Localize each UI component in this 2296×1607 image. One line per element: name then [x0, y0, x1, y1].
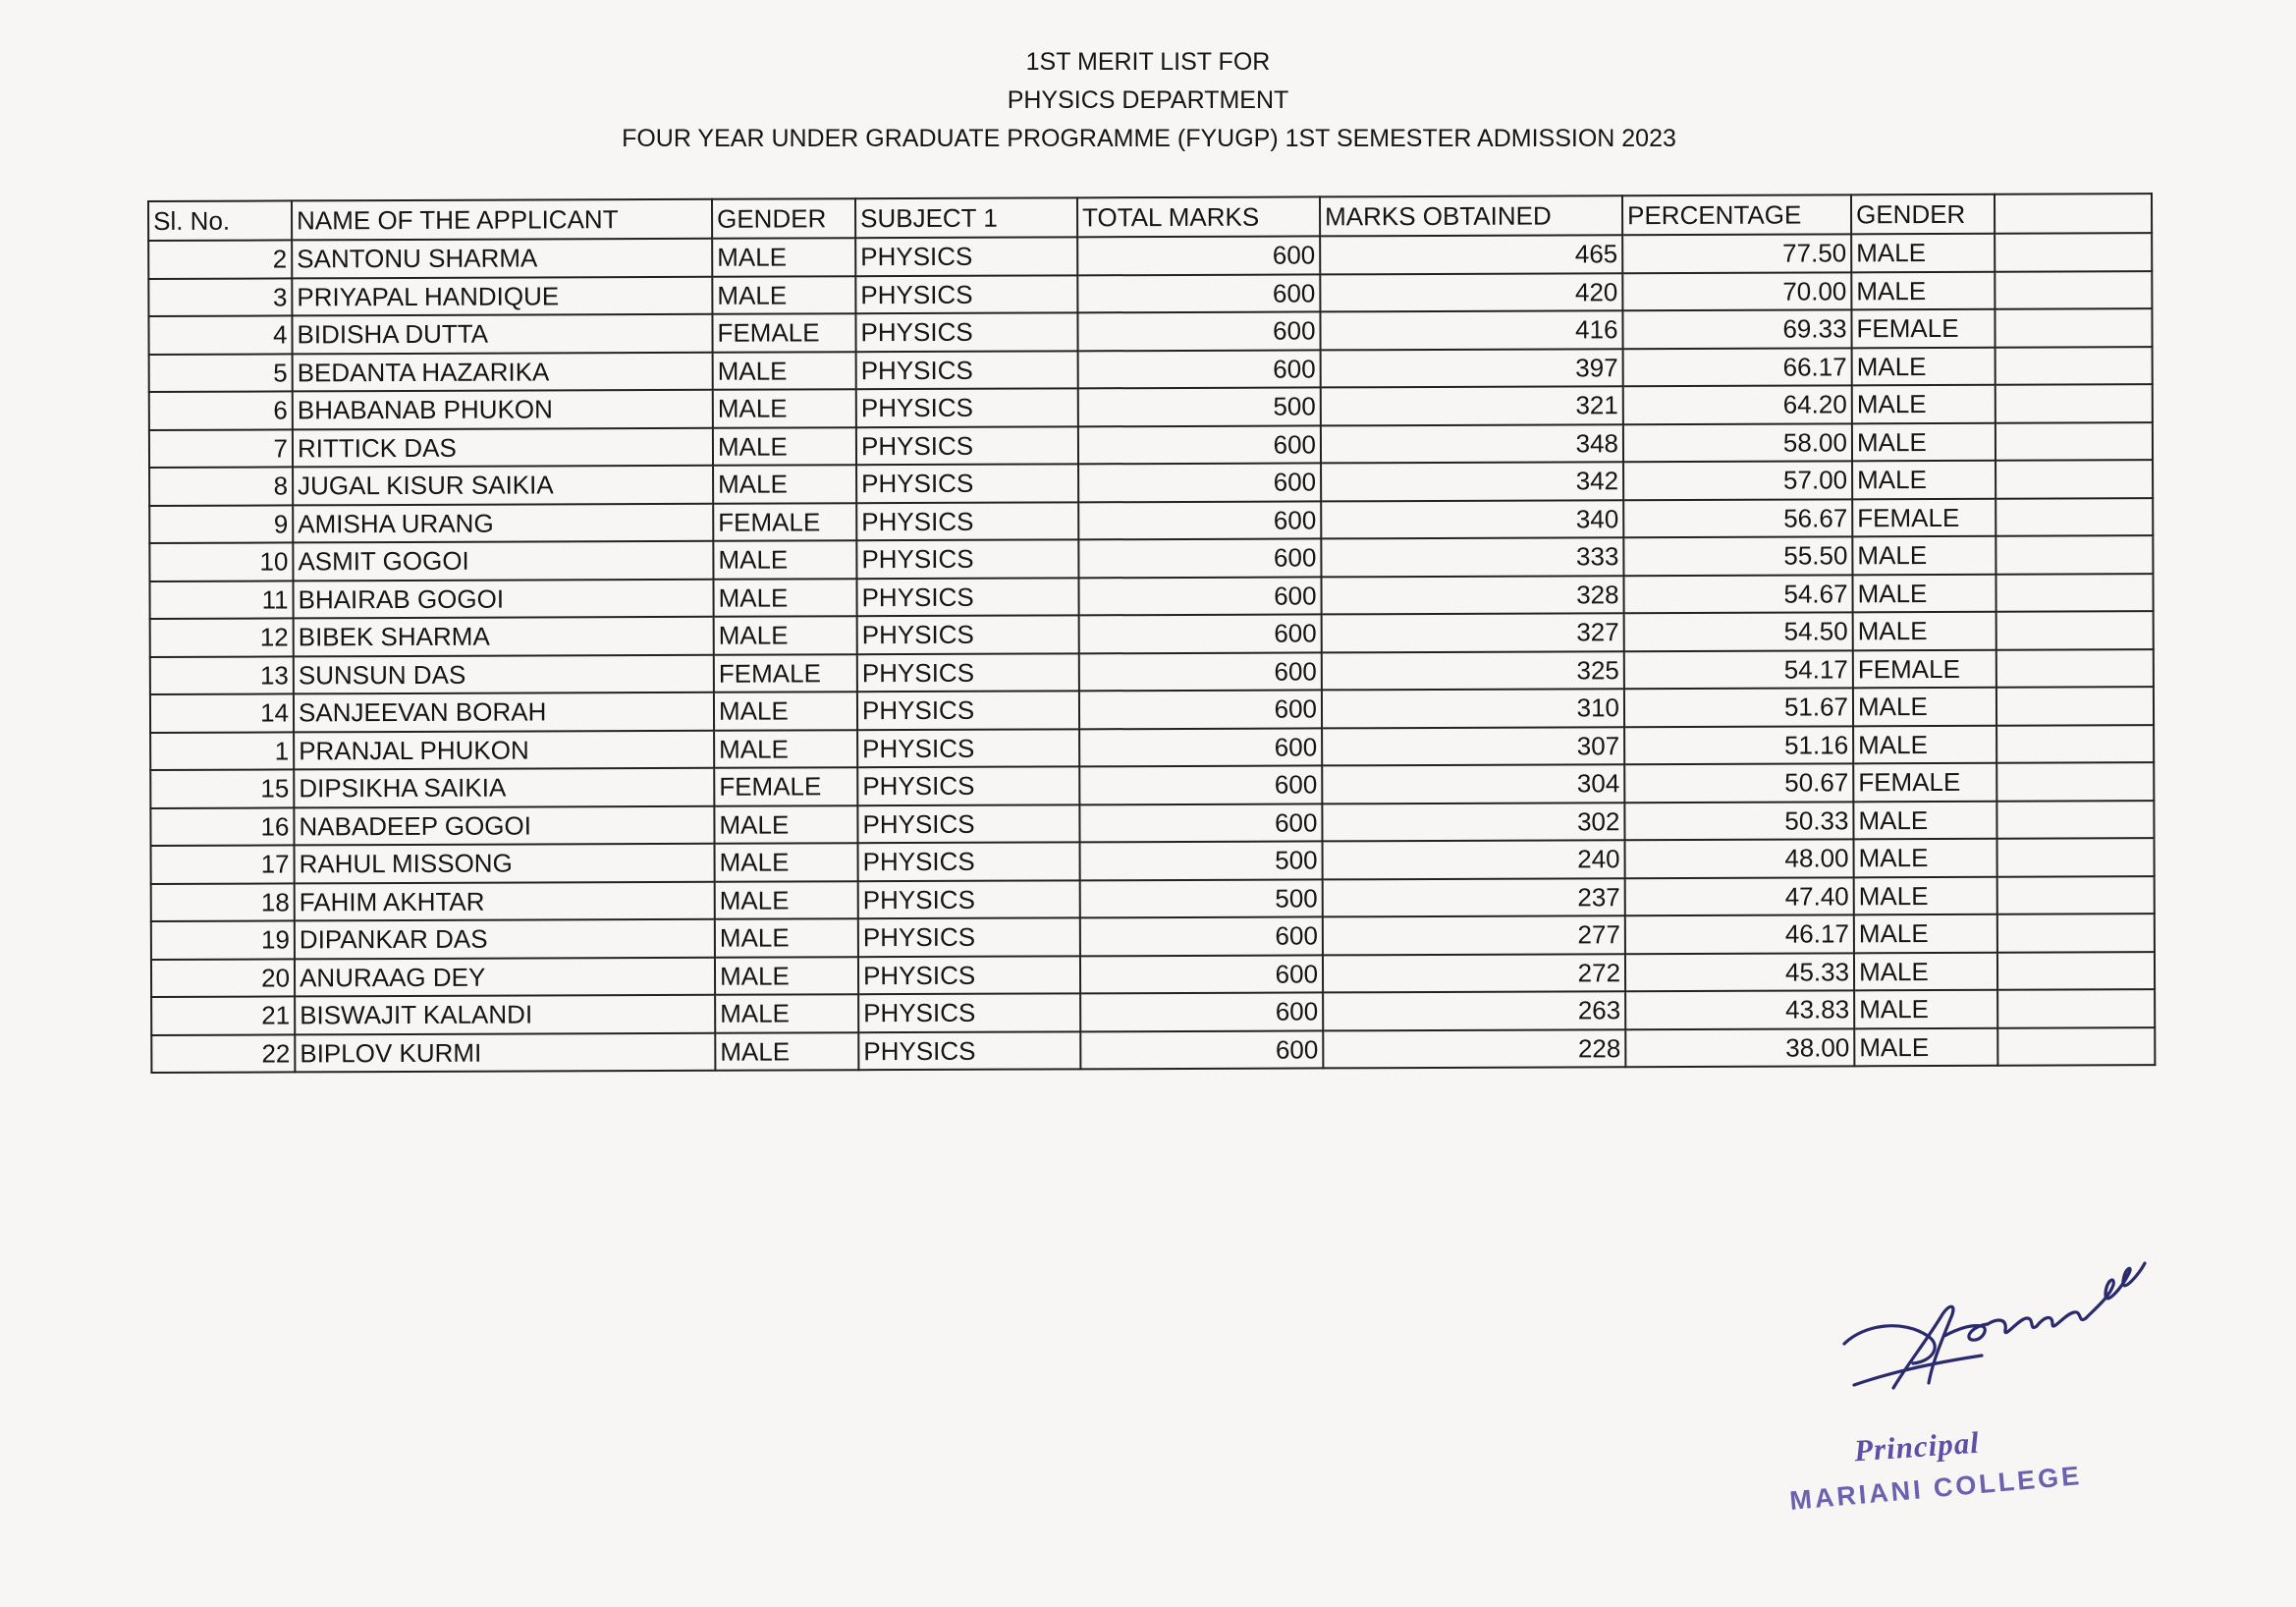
cell-subject-1: PHYSICS: [857, 766, 1079, 804]
cell-gender: FEMALE: [714, 654, 857, 693]
cell-blank: [1997, 1027, 2155, 1066]
cell-gender: MALE: [713, 540, 856, 579]
cell-total-marks: 600: [1080, 955, 1323, 993]
cell-percentage: 66.17: [1623, 348, 1852, 386]
cell-sl-no: 19: [151, 920, 295, 959]
cell-percentage: 56.67: [1623, 499, 1852, 537]
cell-blank: [1995, 460, 2153, 498]
cell-total-marks: 500: [1080, 879, 1323, 917]
heading-line-2: PHYSICS DEPARTMENT: [1007, 86, 1289, 114]
cell-applicant-name: RAHUL MISSONG: [295, 844, 715, 883]
principal-signature-icon: [1834, 1246, 2188, 1393]
cell-applicant-name: BIBEK SHARMA: [294, 617, 714, 656]
cell-gender-2: MALE: [1851, 271, 1995, 309]
cell-percentage: 57.00: [1623, 461, 1852, 499]
cell-subject-1: PHYSICS: [856, 464, 1078, 502]
cell-percentage: 58.00: [1623, 423, 1852, 462]
cell-subject-1: PHYSICS: [856, 351, 1078, 389]
cell-total-marks: 600: [1078, 425, 1321, 464]
cell-percentage: 70.00: [1622, 272, 1851, 310]
cell-gender-2: MALE: [1851, 234, 1995, 272]
cell-applicant-name: FAHIM AKHTAR: [295, 881, 715, 920]
cell-gender-2: MALE: [1854, 952, 1997, 990]
cell-gender: MALE: [713, 352, 856, 390]
cell-sl-no: 1: [150, 732, 294, 770]
cell-subject-1: PHYSICS: [855, 237, 1077, 275]
cell-percentage: 50.33: [1624, 802, 1853, 840]
cell-total-marks: 600: [1077, 311, 1320, 350]
cell-total-marks: 600: [1079, 765, 1322, 804]
cell-total-marks: 600: [1078, 501, 1321, 539]
cell-applicant-name: ASMIT GOGOI: [293, 541, 713, 581]
cell-sl-no: 10: [149, 542, 293, 581]
cell-total-marks: 600: [1077, 236, 1320, 274]
cell-marks-obtained: 228: [1323, 1029, 1625, 1069]
cell-sl-no: 2: [148, 240, 292, 278]
cell-gender-2: MALE: [1853, 725, 1996, 763]
cell-blank: [1997, 952, 2155, 990]
cell-gender-2: MALE: [1854, 1027, 1997, 1066]
cell-applicant-name: BIPLOV KURMI: [295, 1032, 715, 1072]
header-gender: GENDER: [712, 198, 855, 239]
cell-gender-2: MALE: [1854, 876, 1997, 914]
cell-percentage: 45.33: [1625, 953, 1854, 991]
cell-gender: MALE: [712, 238, 855, 276]
cell-marks-obtained: 307: [1322, 727, 1624, 766]
cell-marks-obtained: 302: [1322, 803, 1624, 842]
cell-total-marks: 500: [1078, 387, 1321, 425]
cell-gender-2: MALE: [1852, 574, 1995, 612]
cell-subject-1: PHYSICS: [858, 956, 1080, 994]
cell-applicant-name: BIDISHA DUTTA: [292, 314, 712, 354]
cell-blank: [1996, 801, 2154, 839]
cell-applicant-name: JUGAL KISUR SAIKIA: [293, 466, 713, 505]
cell-percentage: 54.17: [1624, 650, 1853, 689]
cell-percentage: 38.00: [1625, 1028, 1854, 1067]
cell-marks-obtained: 340: [1321, 500, 1623, 539]
cell-subject-1: PHYSICS: [856, 426, 1078, 465]
cell-percentage: 43.83: [1625, 990, 1854, 1028]
cell-percentage: 69.33: [1622, 309, 1851, 348]
cell-gender: MALE: [714, 730, 857, 768]
cell-applicant-name: BHABANAB PHUKON: [293, 390, 713, 429]
cell-marks-obtained: 420: [1320, 273, 1622, 312]
cell-gender-2: MALE: [1852, 385, 1995, 423]
cell-percentage: 50.67: [1624, 763, 1853, 802]
cell-marks-obtained: 277: [1323, 915, 1625, 955]
cell-marks-obtained: 304: [1322, 764, 1624, 804]
cell-blank: [1996, 762, 2154, 801]
cell-gender-2: MALE: [1852, 422, 1995, 461]
cell-marks-obtained: 325: [1322, 651, 1624, 691]
cell-subject-1: PHYSICS: [856, 578, 1078, 616]
cell-gender: FEMALE: [712, 313, 855, 352]
cell-subject-1: PHYSICS: [857, 653, 1079, 692]
cell-applicant-name: PRIYAPAL HANDIQUE: [292, 276, 712, 315]
cell-percentage: 51.67: [1624, 688, 1853, 726]
header-blank: [1995, 194, 2152, 234]
cell-subject-1: PHYSICS: [858, 842, 1080, 880]
cell-blank: [1995, 535, 2153, 574]
cell-subject-1: PHYSICS: [858, 917, 1080, 956]
cell-applicant-name: NABADEEP GOGOI: [294, 805, 714, 845]
cell-subject-1: PHYSICS: [857, 615, 1079, 653]
cell-blank: [1996, 725, 2154, 763]
cell-subject-1: PHYSICS: [856, 539, 1078, 578]
cell-blank: [1995, 308, 2152, 347]
table-row: [151, 1027, 2155, 1073]
cell-subject-1: PHYSICS: [855, 312, 1077, 351]
cell-total-marks: 600: [1078, 463, 1321, 501]
header-marks-obtained: MARKS OBTAINED: [1320, 195, 1622, 236]
cell-gender-2: MALE: [1852, 461, 1995, 499]
cell-total-marks: 600: [1080, 1030, 1323, 1069]
cell-gender-2: MALE: [1852, 347, 1995, 385]
cell-marks-obtained: 237: [1323, 878, 1625, 917]
cell-percentage: 54.67: [1623, 575, 1852, 613]
cell-marks-obtained: 327: [1322, 613, 1624, 652]
cell-subject-1: PHYSICS: [855, 275, 1077, 313]
cell-blank: [1995, 347, 2153, 385]
cell-subject-1: PHYSICS: [857, 804, 1079, 843]
cell-blank: [1995, 271, 2152, 309]
cell-subject-1: PHYSICS: [857, 691, 1079, 729]
cell-gender: MALE: [715, 1032, 858, 1071]
document-heading: [0, 43, 2296, 158]
cell-gender-2: FEMALE: [1852, 498, 1995, 536]
cell-blank: [1997, 876, 2155, 914]
cell-blank: [1995, 233, 2152, 271]
cell-gender-2: MALE: [1854, 914, 1997, 953]
cell-applicant-name: BISWAJIT KALANDI: [295, 995, 715, 1034]
cell-percentage: 77.50: [1622, 234, 1851, 272]
cell-gender: MALE: [715, 957, 858, 995]
cell-gender: MALE: [714, 805, 857, 844]
cell-marks-obtained: 465: [1320, 235, 1622, 274]
cell-blank: [1997, 989, 2155, 1027]
cell-gender-2: MALE: [1853, 612, 1996, 650]
cell-marks-obtained: 240: [1323, 840, 1625, 879]
cell-gender: FEMALE: [713, 503, 856, 541]
stamp-title: Principal: [1852, 1424, 1981, 1468]
cell-marks-obtained: 342: [1321, 462, 1623, 501]
cell-marks-obtained: 272: [1323, 954, 1625, 993]
cell-applicant-name: RITTICK DAS: [293, 427, 713, 467]
cell-marks-obtained: 328: [1321, 576, 1623, 615]
cell-sl-no: 18: [151, 883, 295, 921]
cell-sl-no: 17: [151, 845, 295, 883]
cell-sl-no: 5: [149, 354, 293, 392]
cell-blank: [1996, 687, 2154, 725]
cell-gender: MALE: [713, 427, 856, 466]
cell-gender: MALE: [715, 881, 858, 919]
table-body: [148, 233, 2155, 1073]
cell-sl-no: 3: [148, 278, 292, 316]
cell-sl-no: 21: [151, 996, 295, 1034]
cell-percentage: 55.50: [1623, 536, 1852, 575]
cell-percentage: 64.20: [1623, 385, 1852, 423]
cell-gender: MALE: [713, 579, 856, 617]
cell-sl-no: 7: [149, 429, 293, 468]
cell-sl-no: 16: [150, 807, 294, 846]
cell-gender: MALE: [715, 994, 858, 1032]
cell-blank: [1997, 838, 2155, 876]
cell-marks-obtained: 263: [1323, 991, 1625, 1030]
cell-applicant-name: AMISHA URANG: [293, 503, 713, 542]
cell-subject-1: PHYSICS: [857, 729, 1079, 767]
header-subject-1: SUBJECT 1: [855, 197, 1077, 238]
merit-list-table: [147, 193, 2156, 1074]
cell-percentage: 47.40: [1625, 877, 1854, 915]
cell-applicant-name: DIPSIKHA SAIKIA: [294, 768, 714, 807]
cell-gender: MALE: [713, 465, 856, 503]
cell-gender-2: FEMALE: [1851, 309, 1995, 348]
cell-sl-no: 6: [149, 391, 293, 429]
cell-gender-2: MALE: [1853, 688, 1996, 726]
cell-total-marks: 600: [1079, 614, 1322, 652]
cell-applicant-name: SANJEEVAN BORAH: [294, 693, 714, 732]
cell-gender: MALE: [715, 843, 858, 881]
cell-gender-2: FEMALE: [1853, 763, 1996, 802]
cell-gender-2: MALE: [1853, 801, 1996, 839]
cell-sl-no: 15: [150, 769, 294, 807]
cell-total-marks: 600: [1079, 652, 1322, 691]
cell-sl-no: 4: [148, 315, 292, 354]
cell-marks-obtained: 348: [1321, 424, 1623, 464]
header-applicant-name: NAME OF THE APPLICANT: [292, 199, 712, 241]
cell-applicant-name: BEDANTA HAZARIKA: [293, 352, 713, 391]
cell-applicant-name: BHAIRAB GOGOI: [293, 579, 713, 618]
cell-marks-obtained: 310: [1322, 689, 1624, 728]
cell-percentage: 51.16: [1624, 726, 1853, 764]
cell-marks-obtained: 333: [1321, 537, 1623, 577]
cell-sl-no: 9: [149, 505, 293, 543]
cell-sl-no: 14: [150, 693, 294, 732]
cell-sl-no: 8: [149, 467, 293, 505]
cell-sl-no: 11: [149, 581, 293, 619]
cell-gender: MALE: [713, 389, 856, 427]
cell-applicant-name: DIPANKAR DAS: [295, 919, 715, 959]
cell-sl-no: 13: [150, 656, 294, 694]
cell-gender-2: MALE: [1854, 839, 1997, 877]
cell-total-marks: 600: [1079, 690, 1322, 728]
cell-subject-1: PHYSICS: [858, 880, 1080, 918]
header-gender-2: GENDER: [1851, 194, 1995, 235]
cell-gender: FEMALE: [714, 767, 857, 805]
cell-gender: MALE: [712, 276, 855, 314]
cell-total-marks: 500: [1080, 841, 1323, 879]
cell-blank: [1995, 422, 2153, 461]
cell-total-marks: 600: [1079, 804, 1322, 842]
header-total-marks: TOTAL MARKS: [1077, 196, 1320, 237]
stamp-college-name: MARIANI COLLEGE: [1788, 1461, 2084, 1516]
cell-sl-no: 22: [151, 1034, 295, 1073]
cell-gender-2: MALE: [1854, 990, 1997, 1028]
header-percentage: PERCENTAGE: [1622, 194, 1851, 235]
cell-percentage: 54.50: [1624, 612, 1853, 650]
cell-sl-no: 12: [150, 618, 294, 656]
cell-marks-obtained: 416: [1320, 310, 1622, 350]
cell-subject-1: PHYSICS: [856, 388, 1078, 426]
cell-blank: [1995, 574, 2153, 612]
cell-total-marks: 600: [1080, 992, 1323, 1030]
cell-blank: [1997, 914, 2155, 952]
cell-percentage: 46.17: [1625, 914, 1854, 953]
cell-total-marks: 600: [1079, 728, 1322, 766]
cell-applicant-name: ANURAAG DEY: [295, 957, 715, 996]
cell-applicant-name: SUNSUN DAS: [294, 654, 714, 693]
heading-line-1: 1ST MERIT LIST FOR: [1025, 48, 1271, 76]
cell-subject-1: PHYSICS: [858, 1031, 1080, 1070]
header-sl-no: Sl. No.: [148, 200, 292, 241]
heading-line-3: FOUR YEAR UNDER GRADUATE PROGRAMME (FYUGP) 1ST SEMESTER ADMISSION 2023: [622, 125, 1676, 152]
cell-subject-1: PHYSICS: [856, 502, 1078, 540]
cell-blank: [1995, 498, 2153, 536]
cell-gender-2: MALE: [1852, 536, 1995, 575]
cell-blank: [1996, 611, 2154, 649]
cell-gender: MALE: [714, 616, 857, 654]
cell-total-marks: 600: [1078, 350, 1321, 388]
cell-applicant-name: PRANJAL PHUKON: [294, 730, 714, 769]
cell-percentage: 48.00: [1625, 839, 1854, 877]
cell-blank: [1995, 384, 2153, 422]
cell-gender: MALE: [715, 918, 858, 957]
cell-marks-obtained: 397: [1321, 349, 1623, 388]
cell-gender: MALE: [714, 692, 857, 730]
cell-sl-no: 20: [151, 959, 295, 997]
cell-total-marks: 600: [1080, 916, 1323, 955]
cell-total-marks: 600: [1077, 274, 1320, 312]
cell-blank: [1996, 649, 2154, 688]
cell-total-marks: 600: [1078, 577, 1321, 615]
cell-total-marks: 600: [1078, 538, 1321, 577]
cell-applicant-name: SANTONU SHARMA: [292, 239, 712, 278]
cell-marks-obtained: 321: [1321, 386, 1623, 425]
cell-subject-1: PHYSICS: [858, 993, 1080, 1031]
cell-gender-2: FEMALE: [1853, 649, 1996, 688]
